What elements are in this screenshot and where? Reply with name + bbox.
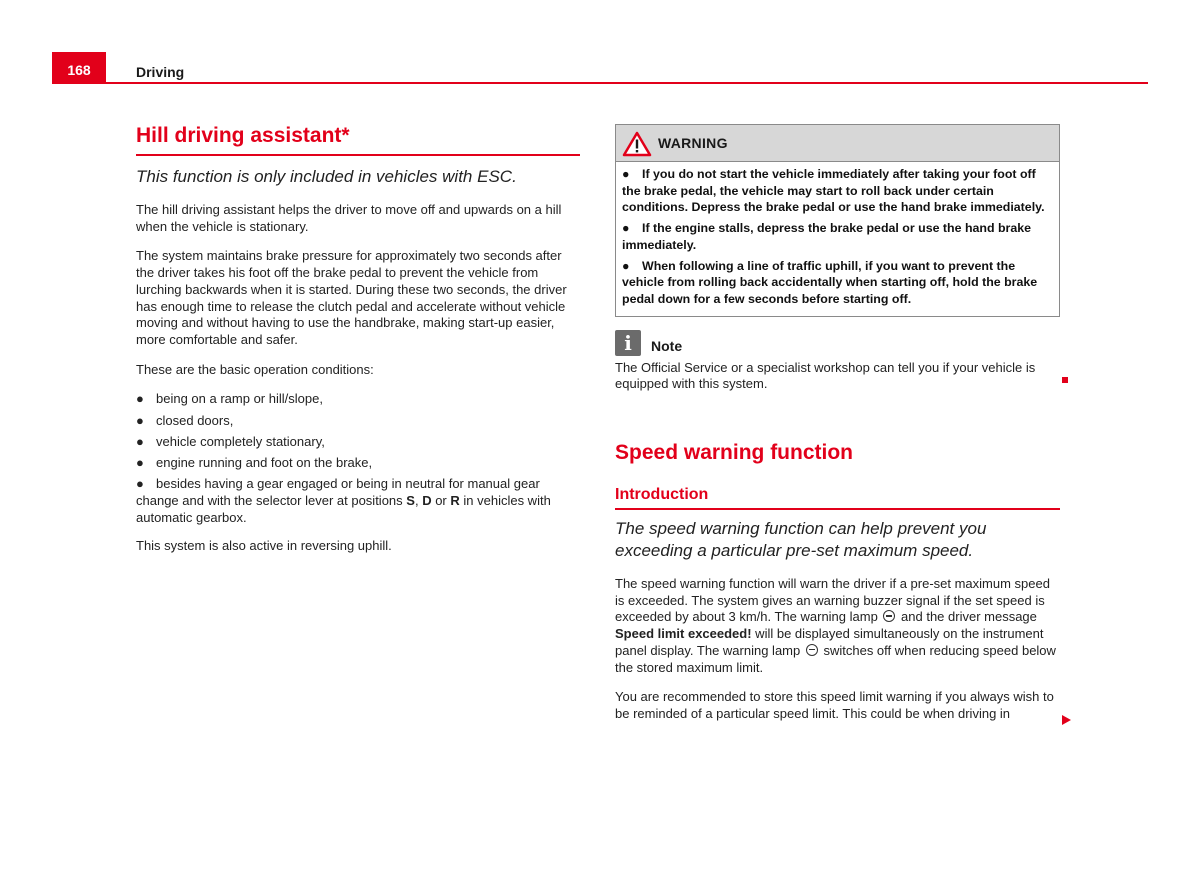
paragraph: You are recommended to store this speed limit warning if you always wish to be reminded of a particular speed limit. This could be when driving in [615,689,1054,721]
paragraph: The speed warning function will warn the driver if a pre-set maximum speed is exceeded. The system gives an warning buzzer signal if the set speed is exceeded by about 3 km/h. The warning lamp and the driver message Speed limit exceeded! will be displayed simultaneously on the instrument panel display. The warning lamp switches off when reducing speed below the stored maximum limit. [615,576,1056,675]
speed-section-title: Speed warning function [615,441,854,465]
warning-body [616,162,1059,316]
page-number: 168 [52,52,106,84]
speed-lead-text: The speed warning function can help prevent you exceeding a particular pre-set maximum speed. [615,519,987,561]
warning-title: WARNING [658,135,728,151]
note-title: Note [651,337,683,354]
warning-item: ● If you do not start the vehicle immediately after taking your foot off the brake pedal, the vehicle may start to roll back under certain conditions. Depress the brake pedal or use the hand brake immediately. [622,167,1045,215]
conditions-list [136,391,580,526]
list-item: ● besides having a gear engaged or being in neutral for manual gear change and with the selector lever at positions S, D or R in vehicles with automatic gearbox. [136,476,551,525]
paragraph: This system is also active in reversing uphill. [136,538,392,554]
right-column [615,124,1060,736]
left-column [136,122,580,568]
list-item: ● being on a ramp or hill/slope, [136,391,323,407]
paragraph: These are the basic operation conditions: [136,361,374,377]
list-item: ● engine running and foot on the brake, [136,454,373,470]
list-item: ● closed doors, [136,412,234,428]
paragraph: The system maintains brake pressure for approximately two seconds after the driver takes his foot off the brake pedal to prevent the vehicle from lurching backwards when it is started. During these two seconds, the driver has enough time to release the clutch pedal and accelerate without vehicle moving and without having to use the handbrake, making start-up easier, more comfortable and safer. [136,248,567,347]
note-header [615,330,1060,360]
warning-item: ● When following a line of traffic uphill, if you want to prevent the vehicle from rolling back accidentally when starting off, hold the brake pedal down for a few seconds before starting off. [622,258,1038,306]
paragraph: The hill driving assistant helps the driver to move off and upwards on a hill when the vehicle is stationary. [136,202,562,234]
note-text: The Official Service or a specialist workshop can tell you if your vehicle is equipped with this system. [615,359,1036,392]
lead-text: This function is only included in vehicles with ESC. [136,167,517,186]
warning-item: ● If the engine stalls, depress the brake pedal or use the hand brake immediately. [622,221,1032,252]
continued-arrow-icon [1062,715,1071,725]
section-name: Driving [136,64,185,80]
header-rule [52,82,1148,84]
introduction-heading: Introduction [615,485,1060,510]
warning-lamp-icon [883,610,895,622]
info-icon: i [615,330,641,356]
warning-lamp-icon [806,644,818,656]
end-of-section-icon [1062,377,1068,383]
warning-header [616,125,1059,162]
list-item: ● vehicle completely stationary, [136,433,325,449]
warning-triangle-icon [622,131,652,157]
section-title: Hill driving assistant* [136,122,580,156]
warning-box [615,124,1060,317]
page-header [52,52,1148,84]
